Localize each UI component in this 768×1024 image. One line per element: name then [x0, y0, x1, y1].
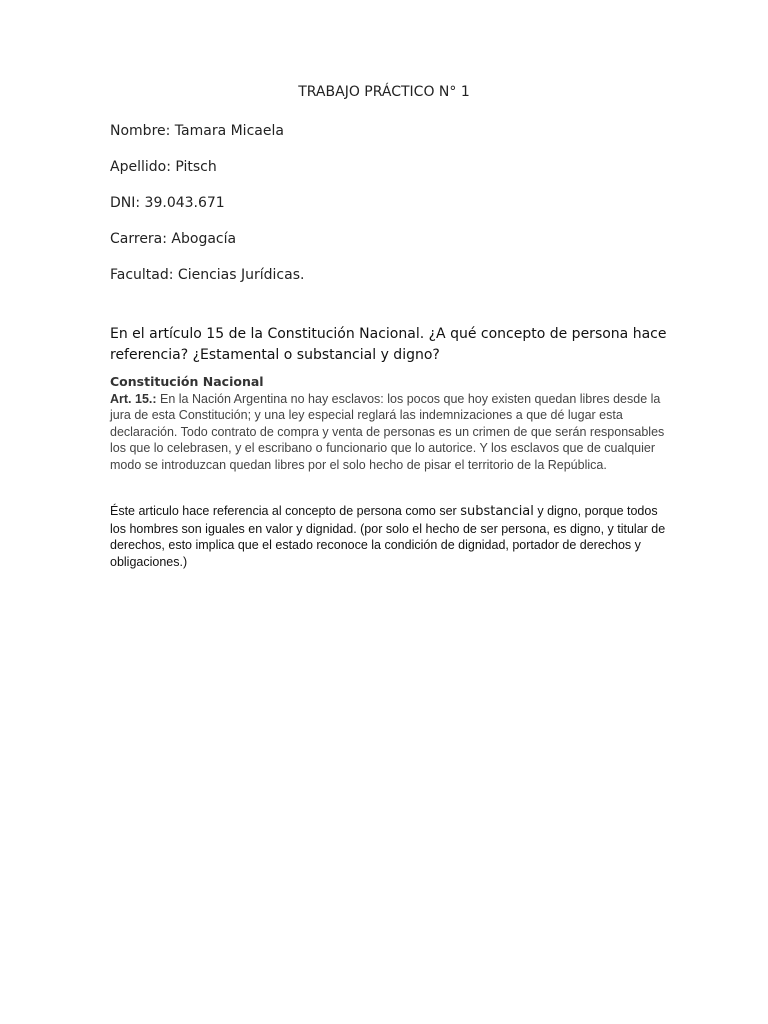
field-facultad: Facultad: Ciencias Jurídicas. [110, 267, 305, 283]
article-text: En la Nación Argentina no hay esclavos: los pocos que hoy existen quedan libres desde la jura de esta Constitución; y una ley especial reglará las indemnizaciones a que dé lugar esta declaración. Todo contrato de compra y venta de personas es un crimen de que serán responsables los que lo celebrasen, y el escribano o funcionario que lo autorice. Y los esclavos que de cualquier modo se introduzcan quedan libres por el solo hecho de pisar el territorio de la República. [110, 391, 665, 472]
question-line-1: En el artículo 15 de la Constitución Nacional. ¿A qué concepto de persona hace [110, 326, 667, 342]
field-nombre: Nombre: Tamara Micaela [110, 123, 284, 139]
question-paragraph [110, 324, 670, 366]
answer-paragraph [110, 503, 670, 570]
document-title: TRABAJO PRÁCTICO N° 1 [298, 84, 470, 100]
field-dni: DNI: 39.043.671 [110, 195, 225, 211]
answer-emphasis: substancial [460, 504, 534, 519]
question-line-2: referencia? ¿Estamental o substancial y digno? [110, 347, 440, 363]
article-heading: Constitución Nacional [110, 374, 264, 389]
field-apellido: Apellido: Pitsch [110, 159, 217, 175]
answer-text-2: y digno, porque todos los hombres son iguales en valor y dignidad. (por solo el hecho de ser persona, es digno, y titular de derechos, esto implica que el estado reconoce la condición de dignidad, portador de derechos y obligaciones.) [110, 504, 666, 569]
field-carrera: Carrera: Abogacía [110, 231, 237, 247]
answer-text-1: Éste articulo hace referencia al concepto de persona como ser [110, 504, 461, 518]
article-quote [110, 374, 670, 473]
article-body [110, 391, 670, 474]
article-label: Art. 15.: [110, 391, 157, 406]
